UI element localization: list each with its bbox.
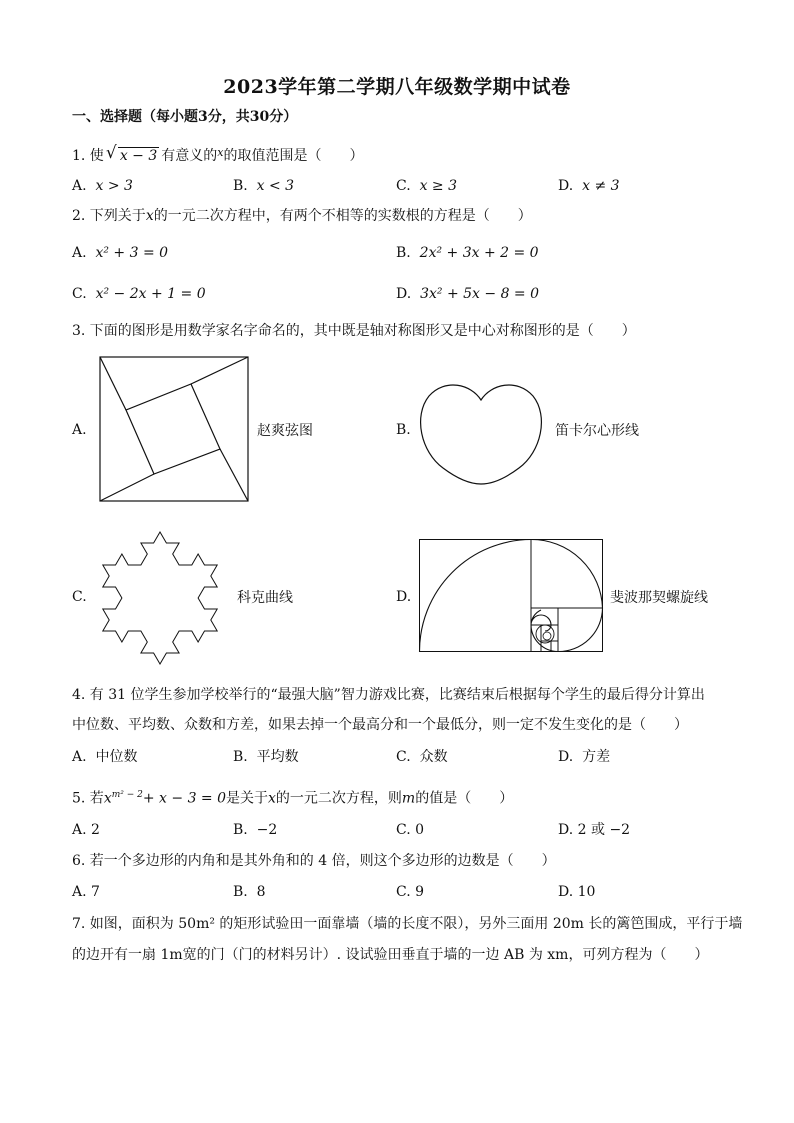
q6-option-c[interactable]: [396, 882, 424, 902]
option-label: A.: [72, 884, 87, 900]
option-text: −2: [256, 822, 278, 838]
option-text: x ≥ 3: [419, 178, 458, 194]
q2-option-c[interactable]: [72, 284, 206, 304]
option-label: B.: [396, 245, 411, 261]
q2-var: x: [145, 208, 154, 224]
q3-option-c-label[interactable]: C.: [72, 589, 87, 605]
option-text: 8: [256, 884, 266, 900]
q1-option-b[interactable]: [233, 176, 294, 196]
question-7-line2: 的边开有一扇 1m宽的门（门的材料另计）. 设试验田垂直于墙的一边 AB 为 xm，可列方程为（ ）: [72, 947, 709, 963]
q4-option-d[interactable]: [558, 747, 610, 767]
q3-option-d-label[interactable]: D.: [396, 589, 412, 605]
option-label: D.: [558, 749, 574, 765]
section-heading: 一、选择题（每小题3分，共30分）: [72, 109, 298, 125]
question-7-line1: 7. 如图，面积为 50m² 的矩形试验田一面靠墙（墙的长度不限），另外三面用 20m 长的篱笆围成，平行于墙: [72, 916, 743, 932]
q6-option-b[interactable]: [233, 882, 266, 902]
q5-stem-mid: 是关于: [226, 790, 269, 807]
option-text: 2x² + 3x + 2 = 0: [419, 245, 539, 261]
q4-option-c[interactable]: [396, 747, 448, 767]
option-label: D.: [558, 178, 574, 194]
q1-radicand: x − 3: [119, 148, 158, 164]
q1-stem-pre: 1. 使: [72, 148, 104, 164]
koch-snowflake: [94, 522, 226, 667]
koch-outline: [103, 532, 217, 664]
q5-option-b[interactable]: [233, 820, 277, 840]
option-text: 0: [415, 822, 425, 838]
option-label: D.: [558, 822, 574, 838]
option-text: 7: [91, 884, 100, 900]
option-label: B.: [233, 822, 248, 838]
q5-option-c[interactable]: [396, 820, 424, 840]
q5-stem-mid2: 的一元二次方程，则: [275, 790, 402, 807]
q5-param: m: [401, 790, 416, 807]
option-text: 2: [91, 822, 100, 838]
option-label: D.: [558, 884, 574, 900]
q1-stem-mid: 有意义的: [161, 148, 218, 164]
question-6-stem: 6. 若一个多边形的内角和是其外角和的 4 倍，则这个多边形的边数是（ ）: [72, 853, 556, 869]
option-label: C.: [396, 178, 411, 194]
option-label: B.: [233, 749, 248, 765]
q2-stem-post: 的一元二次方程中，有两个不相等的实数根的方程是（ ）: [153, 208, 532, 224]
q3-option-c-name: 科克曲线: [237, 590, 293, 606]
q6-option-a[interactable]: [72, 882, 100, 902]
zhao-shuang-diagram: [99, 356, 249, 502]
question-3-stem: 3. 下面的图形是用数学家名字命名的，其中既是轴对称图形又是中心对称图形的是（ ）: [72, 323, 636, 339]
q6-option-d[interactable]: [558, 882, 595, 902]
q1-option-a[interactable]: [72, 176, 133, 196]
option-text: x < 3: [256, 178, 295, 194]
option-text: x² − 2x + 1 = 0: [95, 286, 206, 302]
q5-stem-post: 的值是（ ）: [415, 790, 514, 807]
option-text: x² + 3 = 0: [95, 245, 169, 261]
option-label: B.: [233, 884, 248, 900]
radical-sign-icon: √: [105, 143, 117, 163]
fibonacci-spiral: [419, 539, 603, 652]
option-text: 9: [415, 884, 425, 900]
option-text: 众数: [419, 749, 448, 765]
option-text: 平均数: [256, 749, 299, 765]
cardioid-curve: [419, 380, 543, 484]
q4-option-a[interactable]: [72, 747, 137, 767]
q5-base: x: [103, 790, 112, 807]
option-label: B.: [233, 178, 248, 194]
option-text: 中位数: [95, 749, 138, 765]
option-text: 2 或 −2: [577, 822, 631, 838]
q1-option-d[interactable]: [558, 176, 620, 196]
q3-option-a-name: 赵爽弦图: [257, 423, 313, 439]
q1-var: x: [217, 146, 224, 159]
option-text: x > 3: [95, 178, 133, 194]
q3-option-b-label[interactable]: B.: [396, 422, 411, 438]
option-label: C.: [396, 822, 411, 838]
q4-option-b[interactable]: [233, 747, 299, 767]
q3-option-a-label[interactable]: A.: [72, 422, 87, 438]
question-4-line2: 中位数、平均数、众数和方差，如果去掉一个最高分和一个最低分，则一定不发生变化的是（ ）: [72, 717, 688, 733]
question-4-line1: 4. 有 31 位学生参加学校举行的“最强大脑”智力游戏比赛，比赛结束后根据每个学生的最后得分计算出: [72, 687, 705, 703]
option-text: x ≠ 3: [582, 178, 620, 194]
q5-equation-rest: + x − 3 = 0: [142, 790, 227, 807]
q3-option-b-name: 笛卡尔心形线: [555, 423, 639, 439]
option-label: A.: [72, 749, 87, 765]
question-1-stem: [72, 143, 363, 166]
question-5-stem: [72, 785, 513, 809]
option-label: D.: [396, 286, 412, 302]
q5-stem-pre: 5. 若: [72, 790, 104, 807]
option-label: C.: [396, 749, 411, 765]
q5-option-d[interactable]: [558, 820, 630, 840]
q1-sqrt-expression: [105, 143, 159, 166]
q5-option-a[interactable]: [72, 820, 100, 840]
q2-option-d[interactable]: [396, 284, 539, 304]
option-text: 3x² + 5x − 8 = 0: [420, 286, 540, 302]
option-label: A.: [72, 822, 87, 838]
q1-option-c[interactable]: [396, 176, 457, 196]
q5-var: x: [268, 790, 276, 807]
q2-stem-pre: 2. 下列关于: [72, 208, 146, 224]
option-text: 方差: [582, 749, 611, 765]
option-label: C.: [72, 286, 87, 302]
q2-option-b[interactable]: [396, 243, 539, 263]
q5-exponent: m² − 2: [111, 790, 143, 800]
question-2-stem: [72, 206, 532, 226]
option-label: C.: [396, 884, 411, 900]
option-label: A.: [72, 245, 87, 261]
q3-option-d-name: 斐波那契螺旋线: [610, 590, 708, 606]
q1-stem-post: 的取值范围是（ ）: [223, 148, 364, 164]
page-title: 2023学年第二学期八年级数学期中试卷: [223, 76, 571, 98]
option-label: A.: [72, 178, 87, 194]
option-text: 10: [577, 884, 596, 900]
q2-option-a[interactable]: [72, 243, 168, 263]
